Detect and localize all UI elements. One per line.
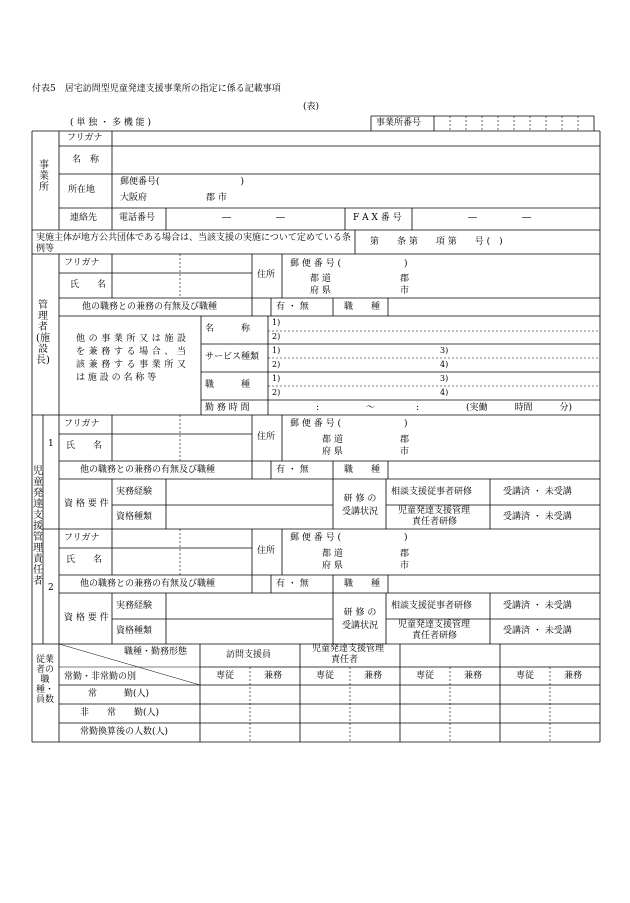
col3-part: 兼務 (464, 671, 483, 681)
responsible1-gun-label: 郡 (400, 435, 410, 445)
ordinance-article-field[interactable]: 第 条 第 項 第 号 ( ) (370, 237, 503, 247)
col2-full: 専従 (316, 671, 335, 681)
hours-actual-field[interactable]: (実働 時間 分) (466, 403, 573, 413)
responsible2-qualification-label: 資 格 要 件 (64, 613, 109, 623)
responsible-index-2: 2 (48, 583, 54, 593)
responsible2-training-label: 研 修 の 受講状況 (341, 608, 378, 631)
manager-row-name-label: 名 称 (205, 324, 251, 334)
responsible1-name-label: 氏 名 (66, 441, 103, 451)
office-number-label: 事業所番号 (376, 118, 422, 128)
responsible1-training1-label: 相談支援従事者研修 (391, 487, 473, 497)
manager-row-hours-label: 勤 務 時 間 (205, 403, 250, 413)
col-manager-b: 責任者 (331, 655, 359, 665)
responsible2-job-type-label: 職 種 (344, 579, 381, 589)
responsible2-experience-label: 実務経験 (116, 601, 153, 611)
responsible2-training2-label-b: 責任者研修 (412, 631, 458, 641)
responsible2-fuken-label: 府 県 (322, 561, 343, 571)
responsible1-qualification-label: 資 格 要 件 (64, 499, 109, 509)
manager-dual-job-label: 他の職務との兼務の有無及び職種 (82, 302, 218, 312)
row-regular-label: 常 勤(人) (88, 689, 150, 699)
ordinance-description: 実施主体が地方公共団体である場合は、当該支援の実施について定めている条例等 (36, 233, 351, 254)
service-item-3[interactable]: 3) (440, 346, 449, 355)
manager-section-label: 管理者(施設長) (36, 300, 50, 366)
manager-gun-label: 郡 (400, 274, 410, 284)
job-item-2[interactable]: 2) (272, 388, 281, 397)
responsible2-name-label: 氏 名 (66, 555, 103, 565)
office-tel-label: 電話番号 (119, 213, 156, 223)
job-item-1[interactable]: 1) (272, 374, 281, 383)
responsible2-gun-label: 郡 (400, 549, 410, 559)
responsible2-furigana-label: フリガナ (64, 533, 100, 543)
service-item-1[interactable]: 1) (272, 346, 281, 355)
front-label: (表) (303, 102, 320, 112)
name-item-2[interactable]: 2) (272, 332, 281, 341)
responsible1-license-label: 資格種類 (116, 512, 153, 522)
responsible2-training2-status[interactable]: 受講済 ・ 未受講 (503, 626, 572, 636)
manager-fuken-label: 府 県 (310, 286, 331, 296)
responsible1-fuken-label: 府 県 (322, 447, 343, 457)
office-fax-label: F A X 番 号 (353, 213, 402, 223)
hours-tilde: ～ (366, 403, 376, 413)
service-item-4[interactable]: 4) (440, 360, 449, 369)
responsible1-postal-field[interactable]: 郵 便 番 号 ( ) (290, 419, 408, 429)
job-item-4[interactable]: 4) (440, 388, 449, 397)
responsible2-postal-field[interactable]: 郵 便 番 号 ( ) (290, 533, 408, 543)
office-contact-label: 連絡先 (70, 213, 98, 223)
responsible-section-label: 児童発達支援管理責任者 (33, 466, 43, 587)
responsible-index-1: 1 (48, 439, 54, 449)
responsible1-training2-label-b: 責任者研修 (412, 517, 458, 527)
office-type-selector[interactable]: ( 単 独 ・ 多 機 能 ) (70, 118, 152, 128)
service-item-2[interactable]: 2) (272, 360, 281, 369)
form-title: 付表5 居宅訪問型児童発達支援事業所の指定に係る記載事項 (32, 84, 281, 94)
responsible2-training2-label-a: 児童発達支援管理 (398, 620, 471, 630)
hours-start-colon[interactable]: : (316, 403, 320, 413)
manager-dual-job-toggle[interactable]: 有 ・ 無 (276, 302, 309, 312)
manager-postal-field[interactable]: 郵 便 番 号 ( ) (290, 259, 408, 269)
responsible2-training1-status[interactable]: 受講済 ・ 未受講 (503, 601, 572, 611)
col-visiting-support: 訪問支援員 (226, 650, 272, 660)
row-nonregular-label: 非 常 勤(人) (80, 708, 160, 718)
responsible1-shi-label: 市 (400, 447, 410, 457)
manager-row-service-label: サービス種類 (205, 352, 260, 362)
office-city-label: 郡 市 (206, 193, 227, 203)
col2-part: 兼務 (364, 671, 383, 681)
manager-other-office-desc: 他 の 事 業 所 又 は 施 設 を 兼 務 す る 場 合 、 当 該 兼 務 す る 事 業 所 又 は 施 設 の 名 称 等 (76, 334, 186, 383)
responsible1-address-label: 住所 (257, 432, 276, 442)
manager-job-type-label: 職 種 (344, 302, 381, 312)
responsible2-address-label: 住所 (257, 546, 276, 556)
responsible1-job-type-label: 職 種 (344, 465, 381, 475)
office-furigana-label: フリガナ (67, 133, 103, 143)
office-name-label: 名 称 (72, 155, 100, 165)
office-prefecture: 大阪府 (120, 193, 148, 203)
responsible1-todo-label: 都 道 (322, 435, 343, 445)
manager-row-job-label: 職 種 (205, 380, 251, 390)
manager-name-label: 氏 名 (70, 280, 107, 290)
job-item-3[interactable]: 3) (440, 374, 449, 383)
responsible1-furigana-label: フリガナ (64, 419, 100, 429)
responsible2-training1-label: 相談支援従事者研修 (391, 601, 473, 611)
manager-address-label: 住所 (257, 270, 276, 280)
responsible1-training2-status[interactable]: 受講済 ・ 未受講 (503, 512, 572, 522)
responsible1-training1-status[interactable]: 受講済 ・ 未受講 (503, 487, 572, 497)
manager-shi-label: 市 (400, 286, 410, 296)
responsible2-shi-label: 市 (400, 561, 410, 571)
responsible1-dual-job-label: 他の職務との兼務の有無及び職種 (80, 465, 216, 475)
responsible2-dual-job-toggle[interactable]: 有 ・ 無 (276, 579, 309, 589)
manager-furigana-label: フリガナ (64, 258, 100, 268)
responsible1-experience-label: 実務経験 (116, 487, 153, 497)
staff-job-form-label: 職種・勤務形態 (124, 647, 188, 657)
col1-part: 兼務 (264, 671, 283, 681)
responsible1-dual-job-toggle[interactable]: 有 ・ 無 (276, 465, 309, 475)
col4-full: 専従 (516, 671, 535, 681)
office-fax-field[interactable]: ― ― (468, 213, 532, 223)
hours-end-colon[interactable]: : (416, 403, 420, 413)
name-item-1[interactable]: 1) (272, 318, 281, 327)
responsible2-license-label: 資格種類 (116, 626, 153, 636)
responsible1-training2-label-a: 児童発達支援管理 (398, 506, 471, 516)
office-tel-field[interactable]: ― ― (222, 213, 286, 223)
responsible1-training-label: 研 修 の 受講状況 (341, 494, 378, 517)
col3-full: 専従 (416, 671, 435, 681)
row-converted-label: 常勤換算後の人数(人) (80, 727, 169, 737)
responsible2-todo-label: 都 道 (322, 549, 343, 559)
staff-section-label: 従業者の職種・員数 (35, 655, 54, 705)
responsible2-dual-job-label: 他の職務との兼務の有無及び職種 (80, 579, 216, 589)
office-address-label: 所在地 (68, 185, 96, 195)
col4-part: 兼務 (564, 671, 583, 681)
office-postal-field[interactable]: 郵便番号( ) (120, 177, 245, 187)
staff-regular-split-label: 常勤・非常勤の別 (64, 672, 137, 682)
col-manager-a: 児童発達支援管理 (312, 644, 385, 654)
office-section-label: 事業所 (39, 160, 49, 193)
manager-todo-label: 都 道 (310, 274, 331, 284)
col1-full: 専従 (216, 671, 235, 681)
